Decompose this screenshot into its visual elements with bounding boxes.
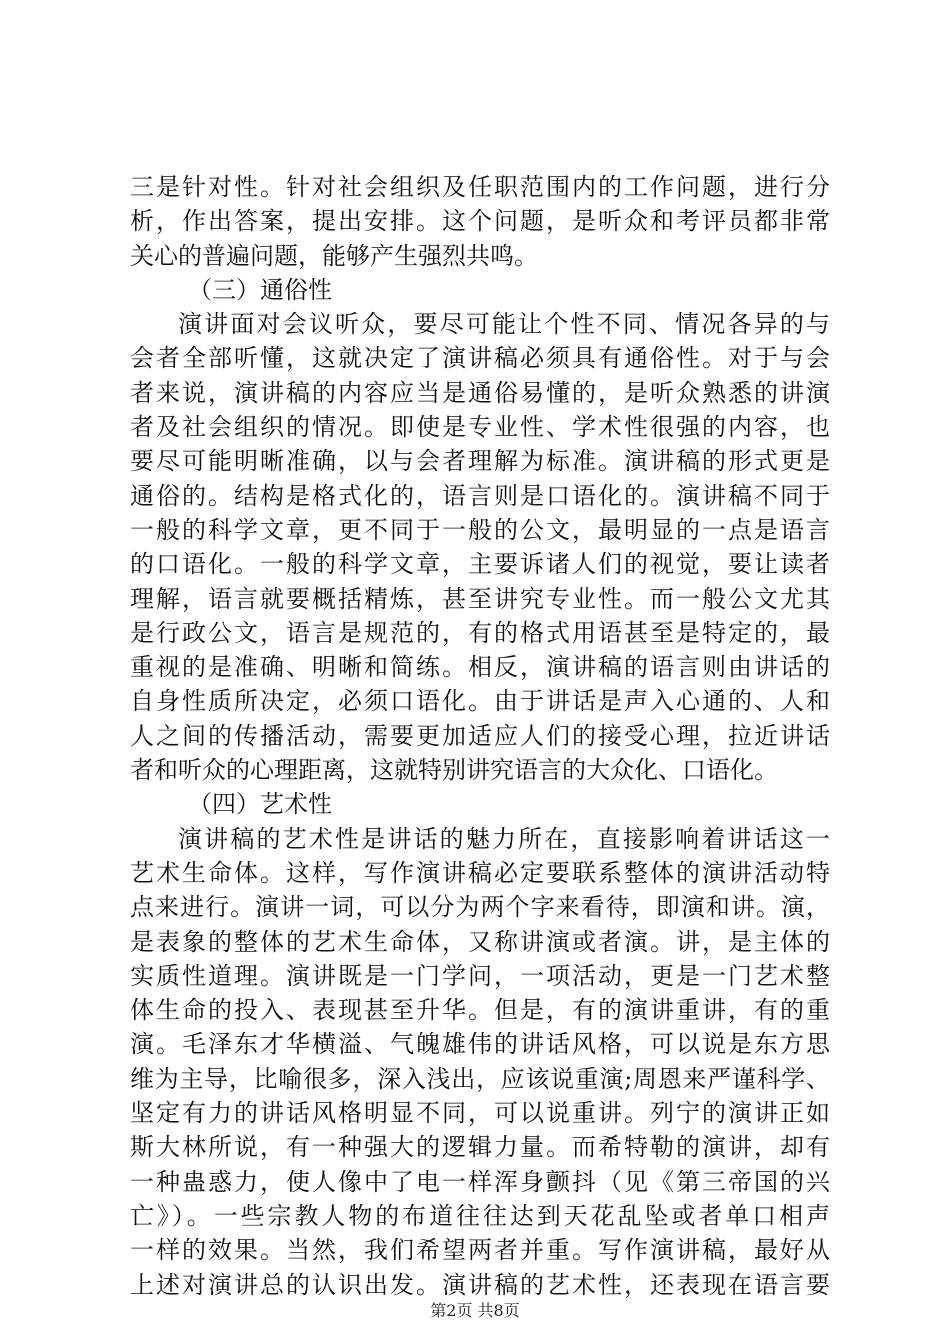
text-line: 者及社会组织的情况。即使是专业性、学术性很强的内容，也 xyxy=(130,413,830,442)
text-line: 亡》）。一些宗教人物的布道往往达到天花乱坠或者单口相声 xyxy=(130,1201,830,1230)
text-line: 一样的效果。当然，我们希望两者并重。写作演讲稿，最好从 xyxy=(130,1236,830,1265)
text-line: 人之间的传播活动，需要更加适应人们的接受心理，拉近讲话 xyxy=(130,721,830,750)
text-line: 一种蛊惑力，使人像中了电一样浑身颤抖（见《第三帝国的兴 xyxy=(130,1167,830,1196)
text-line: 析，作出答案，提出安排。这个问题，是听众和考评员都非常 xyxy=(130,207,830,236)
page-number-label: 第2页 共8页 xyxy=(430,1301,520,1320)
text-line: 斯大林所说，有一种强大的逻辑力量。而希特勒的演讲，却有 xyxy=(130,1133,830,1162)
text-line: 体生命的投入、表现甚至升华。但是，有的演讲重讲，有的重 xyxy=(130,996,830,1025)
text-line: 者和听众的心理距离，这就特别讲究语言的大众化、口语化。 xyxy=(130,756,778,785)
page-footer xyxy=(0,1298,950,1321)
text-line: 要尽可能明晰准确，以与会者理解为标准。演讲稿的形式更是 xyxy=(130,447,830,476)
text-line: 点来进行。演讲一词，可以分为两个字来看待，即演和讲。演， xyxy=(130,893,830,922)
text-line: 是表象的整体的艺术生命体，又称讲演或者演。讲，是主体的 xyxy=(130,927,830,956)
text-line: 艺术生命体。这样，写作演讲稿必定要联系整体的演讲活动特 xyxy=(130,858,830,887)
section-heading: （四）艺术性 xyxy=(188,790,332,819)
text-line: 维为主导，比喻很多，深入浅出，应该说重演;周恩来严谨科学、 xyxy=(130,1064,830,1093)
text-line: 理解，语言就要概括精炼，甚至讲究专业性。而一般公文尤其 xyxy=(130,584,830,613)
text-line: 关心的普遍问题，能够产生强烈共鸣。 xyxy=(130,241,538,270)
text-line: 实质性道理。演讲既是一门学问，一项活动，更是一门艺术整 xyxy=(130,961,830,990)
text-line: 通俗的。结构是格式化的，语言则是口语化的。演讲稿不同于 xyxy=(130,481,830,510)
text-line: 者来说，演讲稿的内容应当是通俗易懂的，是听众熟悉的讲演 xyxy=(130,378,830,407)
text-line: 演讲稿的艺术性是讲话的魅力所在，直接影响着讲话这一 xyxy=(178,824,830,853)
text-line: 重视的是准确、明晰和简练。相反，演讲稿的语言则由讲话的 xyxy=(130,653,830,682)
text-line: 是行政公文，语言是规范的，有的格式用语甚至是特定的，最 xyxy=(130,618,830,647)
text-line: 演讲面对会议听众，要尽可能让个性不同、情况各异的与 xyxy=(178,310,830,339)
text-line: 演。毛泽东才华横溢、气魄雄伟的讲话风格，可以说是东方思 xyxy=(130,1030,830,1059)
text-line: 一般的科学文章，更不同于一般的公文，最明显的一点是语言 xyxy=(130,515,830,544)
text-line: 会者全部听懂，这就决定了演讲稿必须具有通俗性。对于与会 xyxy=(130,344,830,373)
text-line: 自身性质所决定，必须口语化。由于讲话是声入心通的、人和 xyxy=(130,687,830,716)
text-line: 三是针对性。针对社会组织及任职范围内的工作问题，进行分 xyxy=(130,173,830,201)
text-line: 的口语化。一般的科学文章，主要诉诸人们的视觉，要让读者 xyxy=(130,550,830,579)
text-line: 坚定有力的讲话风格明显不同，可以说重讲。列宁的演讲正如 xyxy=(130,1099,830,1128)
section-heading: （三）通俗性 xyxy=(188,275,332,304)
text-line: 上述对演讲总的认识出发。演讲稿的艺术性，还表现在语言要 xyxy=(130,1270,830,1299)
document-body xyxy=(130,170,830,1302)
